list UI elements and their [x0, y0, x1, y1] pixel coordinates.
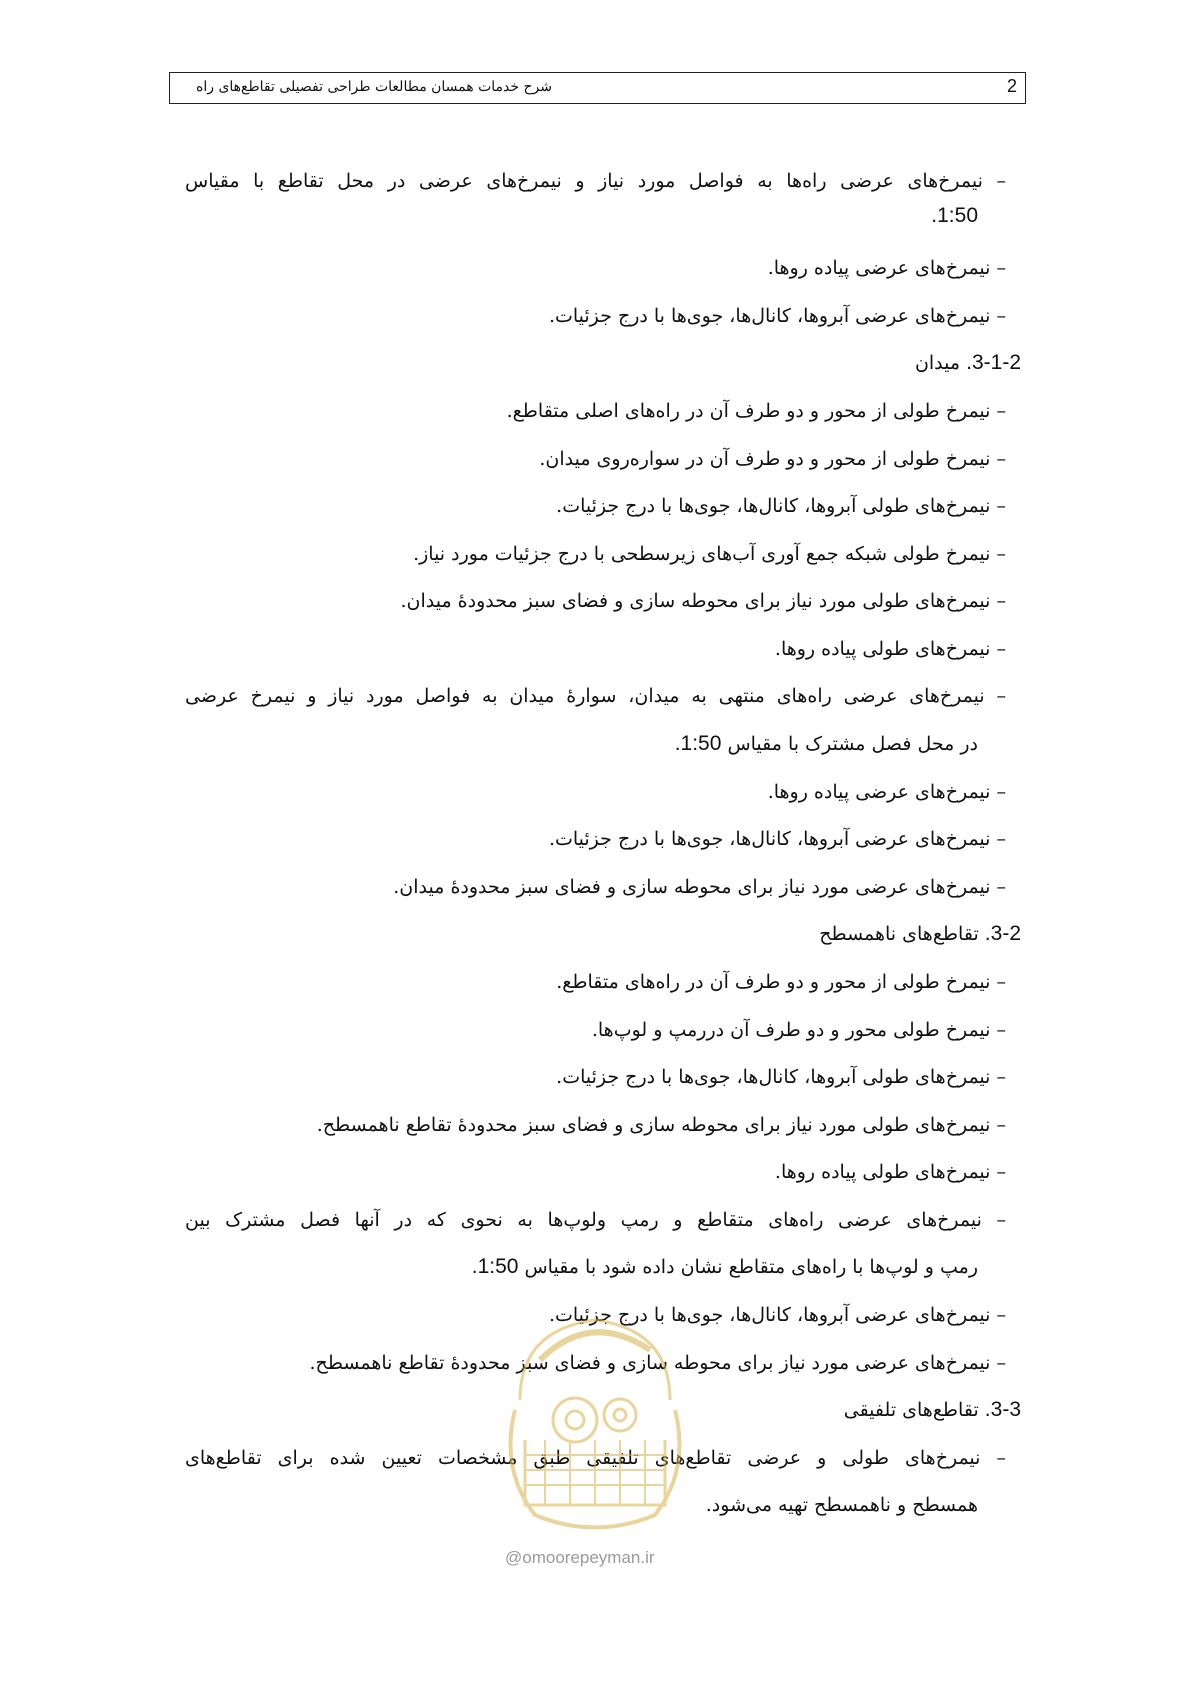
text-line: – نیمرخ طولی از محور و دو طرف آن در سواره‌روی میدان.: [539, 448, 1006, 470]
text-line: – نیمرخ طولی از محور و دو طرف آن در راه‌های اصلی متقاطع.: [506, 400, 1006, 422]
text-line: – نیمرخ‌های طولی مورد نیاز برای محوطه سازی و فضای سبز محدودۀ تقاطع ناهمسطح.: [316, 1114, 1006, 1136]
watermark-site: @omoorepeyman.ir: [505, 1548, 655, 1567]
text-line: – نیمرخ‌های عرضی راه‌های متقاطع و رمپ ولوپ‌ها به نحوی که در آنها فصل مشترک بین: [185, 1209, 1006, 1231]
section-number: 3-1-2.: [966, 351, 1021, 374]
section-title: تقاطع‌های ناهمسطح: [819, 923, 979, 945]
scale-value: 1:50.: [471, 1255, 519, 1278]
section-number: 3-3.: [984, 1398, 1021, 1421]
text-line: همسطح و ناهمسطح تهیه می‌شود.: [705, 1494, 978, 1516]
section-heading: [844, 1397, 1021, 1423]
watermark-logo-icon: [490, 1290, 700, 1530]
text-line: – نیمرخ‌های عرضی راه‌ها به فواصل مورد نیاز و نیمرخ‌های عرضی در محل تقاطع با مقیاس: [185, 170, 1006, 192]
scale-value: 1:50.: [674, 732, 722, 755]
text-line: – نیمرخ‌های عرضی راه‌های منتهی به میدان، سوارۀ میدان به فواصل مورد نیاز و نیمرخ عرضی: [185, 685, 1006, 707]
text-line: – نیمرخ‌های طولی پیاده روها.: [774, 1161, 1006, 1183]
section-heading: [915, 350, 1021, 376]
text-line: – نیمرخ‌های طولی و عرضی تقاطع‌های تلفیقی طبق مشخصات تعیین شده برای تقاطع‌های: [185, 1447, 1006, 1469]
section-heading: [819, 921, 1021, 947]
text-line: – نیمرخ طولی محور و دو طرف آن دررمپ و لوپ‌ها.: [591, 1019, 1006, 1041]
text-line: – نیمرخ‌های عرضی آبروها، کانال‌ها، جوی‌ها با درج جزئیات.: [548, 1304, 1006, 1326]
text-line: – نیمرخ‌های طولی پیاده روها.: [774, 638, 1006, 660]
section-title: تقاطع‌های تلفیقی: [843, 1399, 979, 1421]
text-line: – نیمرخ طولی شبکه جمع آوری آب‌های زیرسطحی با درج جزئیات مورد نیاز.: [413, 543, 1006, 565]
text-line: [675, 731, 978, 757]
text-line: – نیمرخ‌های طولی آبروها، کانال‌ها، جوی‌ها با درج جزئیات.: [556, 1066, 1006, 1088]
text-fragment: رمپ و لوپ‌ها با راه‌های متقاطع نشان داده شود با مقیاس: [524, 1256, 978, 1278]
text-line: [472, 1254, 978, 1280]
section-number: 3-2.: [984, 922, 1021, 945]
text-line: 1:50.: [931, 204, 978, 227]
text-line: – نیمرخ‌های عرضی پیاده روها.: [767, 257, 1006, 279]
text-line: – نیمرخ طولی از محور و دو طرف آن در راه‌های متقاطع.: [556, 971, 1006, 993]
page-header: [169, 72, 1026, 104]
text-line: – نیمرخ‌های عرضی آبروها، کانال‌ها، جوی‌ها با درج جزئیات.: [548, 305, 1006, 327]
text-line: – نیمرخ‌های عرضی مورد نیاز برای محوطه سازی و فضای سبز محدودۀ تقاطع ناهمسطح.: [309, 1352, 1006, 1374]
text-line: – نیمرخ‌های عرضی آبروها، کانال‌ها، جوی‌ها با درج جزئیات.: [548, 828, 1006, 850]
text-fragment: در محل فصل مشترک با مقیاس: [727, 733, 978, 755]
text-line: – نیمرخ‌های عرضی مورد نیاز برای محوطه سازی و فضای سبز محدودۀ میدان.: [393, 876, 1006, 898]
text-line: – نیمرخ‌های طولی آبروها، کانال‌ها، جوی‌ها با درج جزئیات.: [556, 495, 1006, 517]
header-title: شرح خدمات همسان مطالعات طراحی تفصیلی تقاطع‌های راه: [196, 79, 552, 95]
text-line: – نیمرخ‌های عرضی پیاده روها.: [767, 781, 1006, 803]
section-title: میدان: [914, 352, 961, 374]
page-number: 2: [1007, 76, 1018, 96]
text-line: – نیمرخ‌های طولی مورد نیاز برای محوطه سازی و فضای سبز محدودۀ میدان.: [400, 590, 1006, 612]
